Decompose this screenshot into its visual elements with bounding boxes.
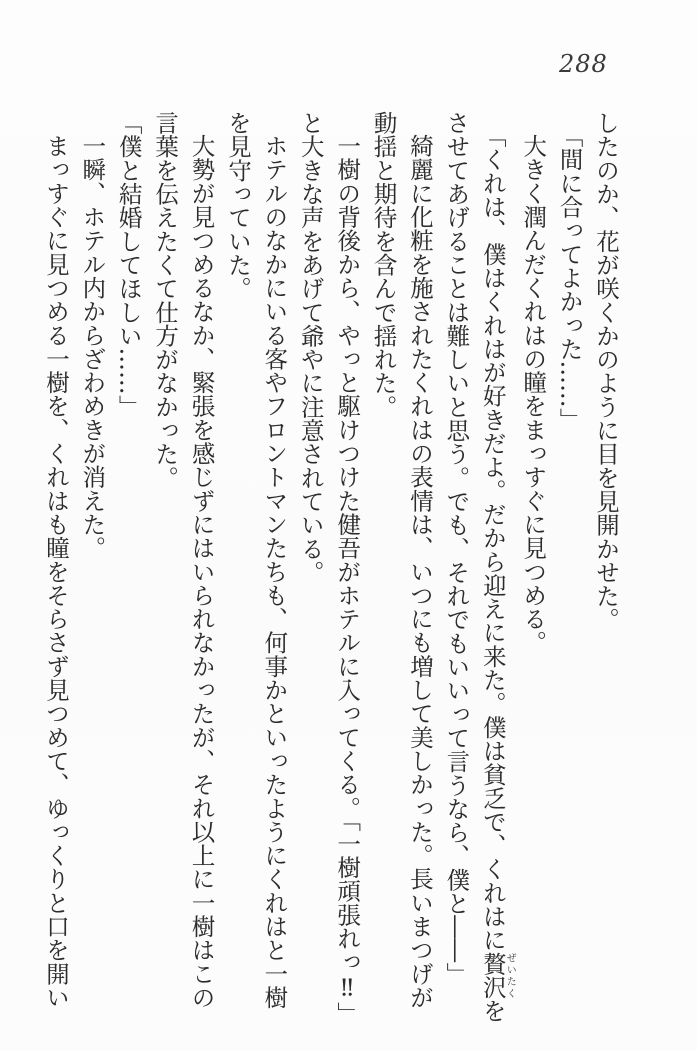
- text-line: 一瞬、ホテル内からざわめきが消えた。: [78, 134, 107, 561]
- vertical-text-block: [38, 111, 625, 1026]
- text-line: を見守っていた。: [223, 111, 252, 301]
- text-line: まっすぐに見つめる一樹を、くれはも瞳をそらさず見つめて、ゆっくりと口を開い: [41, 134, 70, 1010]
- text-line: 言葉を伝えたくて仕方がなかった。: [151, 111, 180, 490]
- text-line: 動揺と期待を含んで揺れた。: [369, 111, 398, 419]
- text-line: 一樹の背後から、やっと駆けつけた健吾がホテルに入ってくる。「一樹頑張れっ‼」: [333, 134, 362, 1026]
- text-line: 綺麗に化粧を施されたくれはの表情は、いつにも増して美しかった。長いまつげが: [405, 134, 434, 1010]
- text-line: 大勢が見つめるなか、緊張を感じずにはいられなかったが、それ以上に一樹はこの: [187, 134, 216, 1010]
- text-line: 大きく潤んだくれはの瞳をまっすぐに見つめる。: [519, 134, 548, 655]
- text-line: 「僕と結婚してほしい……」: [114, 111, 143, 419]
- text-line: と大きな声をあげて爺やに注意されている。: [296, 111, 325, 584]
- page-number: 288: [559, 50, 608, 78]
- text-line: したのか、花が咲くかのように目を見開かせた。: [592, 111, 620, 632]
- text-line: 「間に合ってよかった……」: [555, 123, 584, 432]
- text-line: させてあげることは難しいと思う。でも、それでもいいって言うなら、僕と――」: [442, 111, 471, 987]
- text-line: 「くれは、僕はくれはが好きだよ。だから迎えに来た。僕は貧乏で、くれはに贅沢ぜいたくを: [478, 123, 516, 1023]
- text-line: ホテルのなかにいる客やフロントマンたちも、何事かといったようにくれはと一樹: [260, 134, 289, 1010]
